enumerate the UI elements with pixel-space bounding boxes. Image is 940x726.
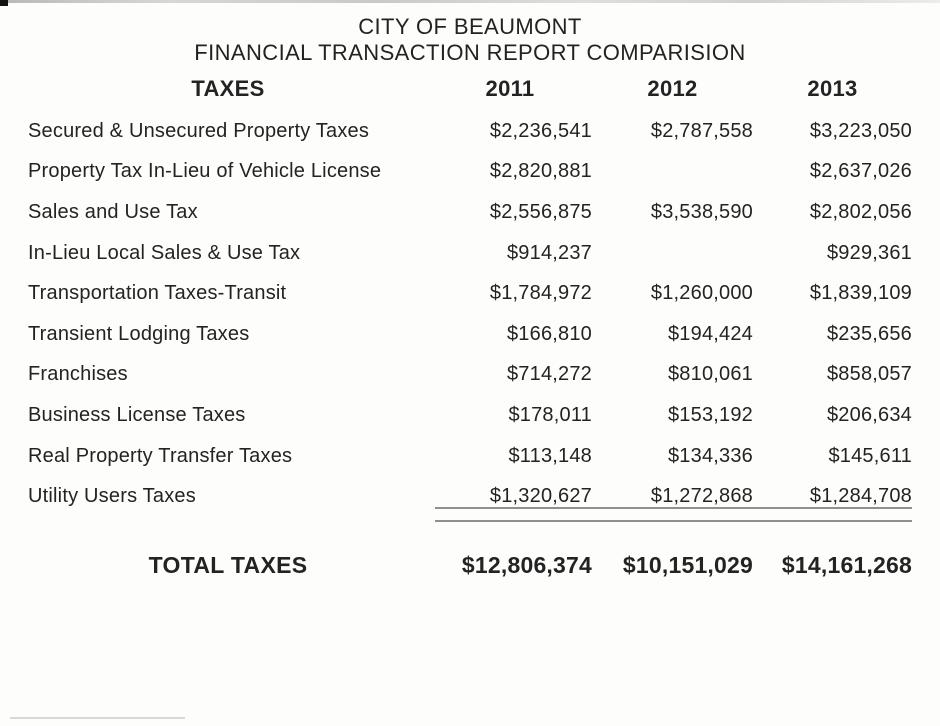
header-taxes: TAXES bbox=[191, 76, 265, 101]
amount-2013: $235,656 bbox=[826, 322, 912, 345]
amount-2011: $113,148 bbox=[508, 444, 592, 467]
amount-2012: $1,260,000 bbox=[650, 282, 753, 305]
amount-2013: $858,057 bbox=[826, 363, 912, 386]
table-row bbox=[28, 192, 912, 233]
row-label: Franchises bbox=[28, 363, 128, 386]
table-row bbox=[28, 111, 912, 152]
document-subtitle: FINANCIAL TRANSACTION REPORT COMPARISION bbox=[194, 40, 746, 65]
row-label: Utility Users Taxes bbox=[28, 485, 196, 508]
row-label: Property Tax In-Lieu of Vehicle License bbox=[28, 160, 382, 183]
amount-2012: $153,192 bbox=[667, 403, 753, 426]
amount-2013: $2,637,026 bbox=[809, 160, 912, 183]
row-label: Secured & Unsecured Property Taxes bbox=[28, 119, 370, 142]
amount-2013: $3,223,050 bbox=[809, 119, 912, 142]
amount-2011: $178,011 bbox=[508, 403, 592, 426]
amount-2012: $810,061 bbox=[667, 363, 753, 386]
amount-2011: $714,272 bbox=[506, 363, 592, 386]
amount-2013: $206,634 bbox=[826, 403, 912, 426]
amount-2012: $134,336 bbox=[667, 444, 753, 467]
total-label: TOTAL TAXES bbox=[148, 551, 308, 578]
row-label: Transient Lodging Taxes bbox=[28, 322, 250, 345]
amount-2011: $1,784,972 bbox=[489, 282, 592, 305]
amount-2013: $1,839,109 bbox=[809, 282, 912, 305]
header-2012: 2012 bbox=[647, 76, 698, 101]
amount-2012: $1,272,868 bbox=[650, 485, 753, 508]
header-2013: 2013 bbox=[807, 76, 858, 101]
header-2011: 2011 bbox=[485, 76, 535, 101]
table-row bbox=[28, 355, 912, 396]
table-total-row bbox=[28, 550, 912, 580]
total-2011: $12,806,374 bbox=[461, 551, 592, 578]
table-header-row bbox=[28, 74, 912, 104]
table-row bbox=[28, 233, 912, 274]
row-label: Business License Taxes bbox=[28, 403, 246, 426]
amount-2011: $2,236,541 bbox=[489, 119, 592, 142]
scan-artifact-corner-mark bbox=[0, 0, 8, 6]
amount-2011: $2,820,881 bbox=[489, 160, 592, 183]
row-label: In-Lieu Local Sales & Use Tax bbox=[28, 241, 301, 264]
amount-2012: $3,538,590 bbox=[650, 200, 753, 223]
table-row bbox=[28, 476, 912, 517]
amount-2011: $166,810 bbox=[506, 322, 592, 345]
amount-2013: $2,802,056 bbox=[809, 200, 912, 223]
table-row bbox=[28, 395, 912, 436]
amount-2013: $1,284,708 bbox=[809, 485, 912, 508]
row-label: Transportation Taxes-Transit bbox=[28, 282, 287, 305]
row-label: Sales and Use Tax bbox=[28, 200, 198, 223]
amount-2013: $145,611 bbox=[828, 444, 912, 467]
title-block bbox=[0, 0, 940, 66]
table-row bbox=[28, 273, 912, 314]
total-2013: $14,161,268 bbox=[781, 551, 912, 578]
amount-2012: $194,424 bbox=[667, 322, 753, 345]
amount-2013: $929,361 bbox=[826, 241, 912, 264]
table-body bbox=[0, 111, 940, 517]
amount-2011: $914,237 bbox=[506, 241, 592, 264]
scan-artifact-top-strip bbox=[0, 0, 940, 3]
amount-2011: $2,556,875 bbox=[489, 200, 592, 223]
totals-double-rule-bottom bbox=[435, 520, 912, 522]
table-row bbox=[28, 152, 912, 193]
amount-2012: $2,787,558 bbox=[650, 119, 753, 142]
scan-artifact-bottom-line bbox=[10, 717, 185, 719]
table-row bbox=[28, 314, 912, 355]
document-title: CITY OF BEAUMONT bbox=[358, 14, 582, 39]
totals-double-rule-top bbox=[435, 507, 912, 509]
amount-2011: $1,320,627 bbox=[489, 485, 592, 508]
table-row bbox=[28, 436, 912, 477]
row-label: Real Property Transfer Taxes bbox=[28, 444, 293, 467]
total-2012: $10,151,029 bbox=[622, 551, 753, 578]
